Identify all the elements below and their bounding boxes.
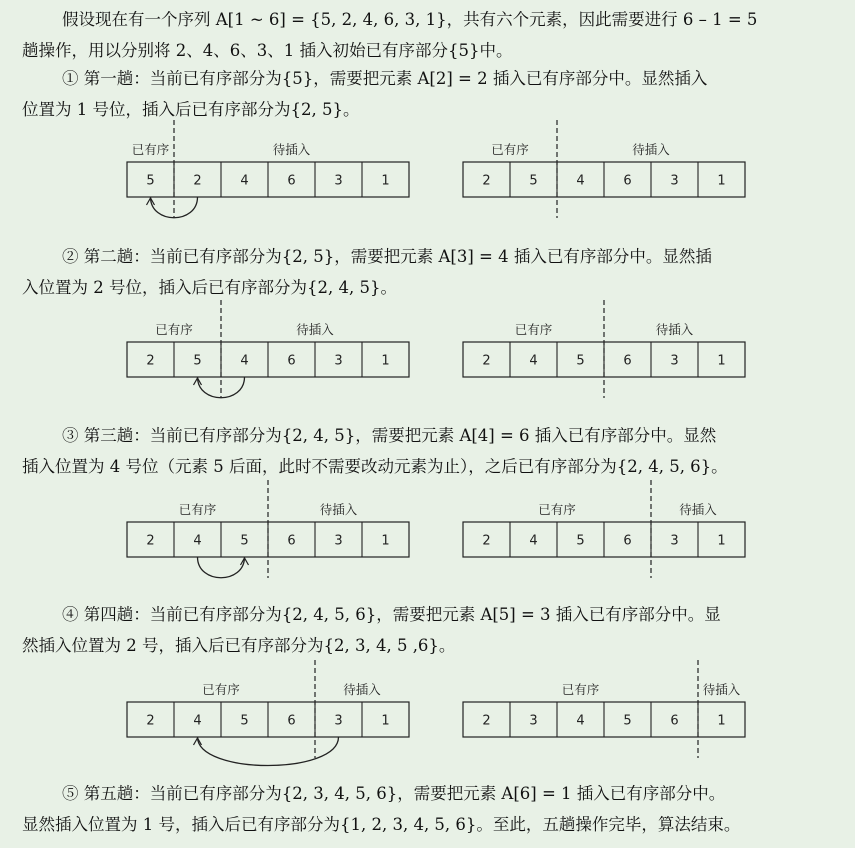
pass-2-before-cell-value: 3 xyxy=(334,353,343,369)
pass-2-after-cell-value: 4 xyxy=(529,353,538,369)
pass-4-before-label-sorted: 已有序 xyxy=(202,682,240,697)
pass-2-before-array-frame xyxy=(127,342,409,377)
pass-1-before-cell-value: 6 xyxy=(287,173,296,189)
paragraph-pass-1 xyxy=(22,63,837,125)
pass-4-after-label-sorted: 已有序 xyxy=(561,682,600,697)
pass-4-before-insertion-arrowhead xyxy=(194,738,202,745)
pass-2-before-cell-value: 1 xyxy=(381,353,390,369)
pass-2-after-label-pending: 待插入 xyxy=(655,322,694,337)
pass-4-after-cell-value: 2 xyxy=(482,713,491,729)
pass-4-before-cell-value: 1 xyxy=(381,713,390,729)
pass-1-after-cell-value: 5 xyxy=(529,173,538,189)
pass-1-before-array-frame xyxy=(127,162,409,197)
pass-3-before-insertion-arc xyxy=(198,557,245,578)
pass-3-after-label-pending: 待插入 xyxy=(679,502,717,517)
pass-2-before-cell-value: 4 xyxy=(240,353,249,369)
pass-1-before-cell-value: 1 xyxy=(381,173,390,189)
pass-2-before-insertion-arrowhead xyxy=(194,378,202,385)
pass-2-after-cell-value: 1 xyxy=(717,353,726,369)
pass-2-before-label-pending: 待插入 xyxy=(296,322,334,337)
pass-3-after-cell-value: 4 xyxy=(529,533,538,549)
pass-4-after-cell-value: 6 xyxy=(670,713,679,729)
pass-3-before-cell-value: 2 xyxy=(146,533,155,549)
paragraph-pass-2 xyxy=(22,241,837,303)
pass-2-after-cell-value: 6 xyxy=(623,353,632,369)
pass-3-before-cell-value: 1 xyxy=(381,533,390,549)
pass-3-before-cell-value: 5 xyxy=(240,533,249,549)
pass-2-after-cell-value: 5 xyxy=(576,353,585,369)
pass-4-after-cell-value: 4 xyxy=(576,713,585,729)
pass-4-before-cell-value: 6 xyxy=(287,713,296,729)
pass-1-before-cell-value: 5 xyxy=(146,173,155,189)
pass-1-after-cell-value: 4 xyxy=(576,173,585,189)
pass-1-after-cell-value: 6 xyxy=(623,173,632,189)
pass-4-after-cell-value: 5 xyxy=(623,713,632,729)
text-line: 然插入位置为 2 号，插入后已有序部分为{2, 3, 4, 5 ,6}。 xyxy=(22,636,456,655)
text-line: 趟操作，用以分别将 2、4、6、3、1 插入初始已有序部分{5}中。 xyxy=(22,41,513,60)
pass-3-before-cell-value: 6 xyxy=(287,533,296,549)
paragraph-pass-4 xyxy=(22,599,837,661)
pass-1-before-insertion-arrowhead xyxy=(147,198,155,205)
text-line: 显然插入位置为 1 号，插入后已有序部分为{1, 2, 3, 4, 5, 6}。至此，五趟操作完毕，算法结束。 xyxy=(22,815,741,834)
pass-1-after-array-frame xyxy=(463,162,745,197)
text-line: 插入位置为 4 号位（元素 5 后面，此时不需要改动元素为止），之后已有序部分为{2, 4, 5, 6}。 xyxy=(22,457,728,476)
text-line: ① 第一趟：当前已有序部分为{5}，需要把元素 A[2] = 2 插入已有序部分中。显然插入 xyxy=(62,69,708,88)
pass-2-after-array-frame xyxy=(463,342,745,377)
paragraph-pass-3 xyxy=(22,420,837,482)
pass-3-after-cell-value: 1 xyxy=(717,533,726,549)
pass-1-before-cell-value: 3 xyxy=(334,173,343,189)
pass-1-after-cell-value: 3 xyxy=(670,173,679,189)
pass-1-after-cell-value: 2 xyxy=(482,173,491,189)
text-line: 入位置为 2 号位，插入后已有序部分为{2, 4, 5}。 xyxy=(22,278,397,297)
pass-3-after-cell-value: 2 xyxy=(482,533,491,549)
text-line: ③ 第三趟：当前已有序部分为{2, 4, 5}，需要把元素 A[4] = 6 插入已有序部分中。显然 xyxy=(62,426,717,445)
pass-4-before-cell-value: 2 xyxy=(146,713,155,729)
pass-3-before-label-pending: 待插入 xyxy=(319,502,358,517)
pass-2-before-insertion-arc xyxy=(198,377,245,398)
pass-2-before-label-sorted: 已有序 xyxy=(155,322,193,337)
text-line: ④ 第四趟：当前已有序部分为{2, 4, 5, 6}，需要把元素 A[5] = 3 插入已有序部分中。显 xyxy=(62,605,721,624)
pass-1-after-label-pending: 待插入 xyxy=(632,142,670,157)
pass-1-before-insertion-arc xyxy=(151,197,198,218)
pass-2-before-cell-value: 5 xyxy=(193,353,202,369)
pass-4-after-label-pending: 待插入 xyxy=(702,682,741,697)
pass-2-before-cell-value: 2 xyxy=(146,353,155,369)
pass-3-after-array-frame xyxy=(463,522,745,557)
pass-1-before-label-pending: 待插入 xyxy=(272,142,311,157)
pass-4-after-cell-value: 3 xyxy=(529,713,538,729)
pass-4-before-cell-value: 3 xyxy=(334,713,343,729)
pass-3-before-insertion-arrowhead xyxy=(241,558,249,565)
pass-2-after-label-sorted: 已有序 xyxy=(514,322,553,337)
text-line: ② 第二趟：当前已有序部分为{2, 5}，需要把元素 A[3] = 4 插入已有序部分中。显然插 xyxy=(62,247,712,266)
pass-4-after-array-frame xyxy=(463,702,745,737)
pass-3-before-label-sorted: 已有序 xyxy=(178,502,217,517)
pass-4-before-label-pending: 待插入 xyxy=(343,682,381,697)
pass-3-after-label-sorted: 已有序 xyxy=(538,502,576,517)
pass-2-after-cell-value: 2 xyxy=(482,353,491,369)
pass-3-after-cell-value: 3 xyxy=(670,533,679,549)
pass-4-after-cell-value: 1 xyxy=(717,713,726,729)
pass-3-before-cell-value: 3 xyxy=(334,533,343,549)
pass-4-before-cell-value: 5 xyxy=(240,713,249,729)
pass-1-after-cell-value: 1 xyxy=(717,173,726,189)
pass-3-after-cell-value: 6 xyxy=(623,533,632,549)
text-line: ⑤ 第五趟：当前已有序部分为{2, 3, 4, 5, 6}，需要把元素 A[6] = 1 插入已有序部分中。 xyxy=(62,784,726,803)
pass-2-after-cell-value: 3 xyxy=(670,353,679,369)
pass-2-before-cell-value: 6 xyxy=(287,353,296,369)
pass-1-before-label-sorted: 已有序 xyxy=(131,142,170,157)
pass-3-after-cell-value: 5 xyxy=(576,533,585,549)
pass-4-before-insertion-arc xyxy=(198,737,339,766)
pass-3-before-cell-value: 4 xyxy=(193,533,202,549)
pass-1-before-cell-value: 2 xyxy=(193,173,202,189)
pass-1-after-label-sorted: 已有序 xyxy=(491,142,529,157)
pass-1-before-cell-value: 4 xyxy=(240,173,249,189)
text-line: 假设现在有一个序列 A[1 ~ 6] = {5, 2, 4, 6, 3, 1}，共有六个元素，因此需要进行 6 – 1 = 5 xyxy=(62,10,758,29)
paragraph-1 xyxy=(22,4,837,66)
text-line: 位置为 1 号位，插入后已有序部分为{2, 5}。 xyxy=(22,100,360,119)
pass-4-before-cell-value: 4 xyxy=(193,713,202,729)
pass-3-before-array-frame xyxy=(127,522,409,557)
paragraph-pass-5 xyxy=(22,778,837,840)
pass-4-before-array-frame xyxy=(127,702,409,737)
